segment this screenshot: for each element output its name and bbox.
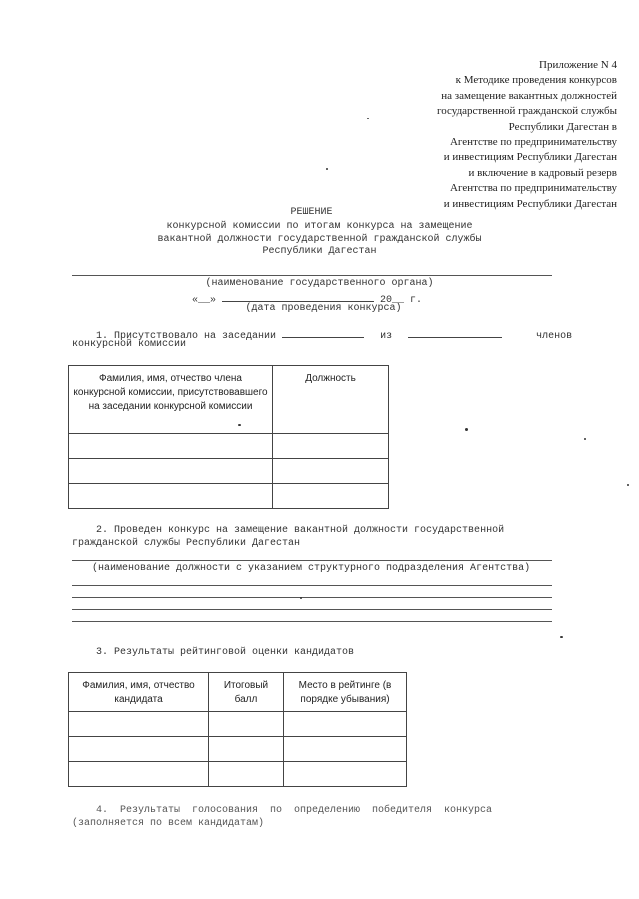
appendix-line: государственной гражданской службы — [437, 105, 617, 118]
document-title: РЕШЕНИЕ — [290, 207, 333, 218]
document-subtitle — [0, 221, 639, 259]
appendix-line: Агентстве по предпринимательству — [449, 136, 617, 149]
table-cell[interactable] — [273, 484, 389, 509]
blank-line — [72, 609, 552, 610]
appendix-note — [317, 58, 617, 212]
appendix-line: и инвестициям Республики Дагестан — [443, 151, 617, 164]
table-cell[interactable] — [284, 737, 407, 762]
date-caption: (дата проведения конкурса) — [245, 303, 402, 314]
subtitle-line: Республики Дагестан — [262, 246, 377, 257]
total-count-blank — [408, 327, 502, 338]
subtitle-line: вакантной должности государственной гражданской службы — [157, 233, 482, 245]
col-total-score: Итоговый балл — [209, 673, 284, 712]
section2-line2: гражданской службы Республики Дагестан — [72, 538, 301, 549]
appendix-line: и инвестициям Республики Дагестан — [443, 197, 617, 210]
col-rating-place: Место в рейтинге (в порядке убывания) — [284, 673, 407, 712]
section2-line1: 2. Проведен конкурс на замещение вакантной должности государственной — [96, 525, 505, 536]
table-cell[interactable] — [284, 712, 407, 737]
appendix-line: Агентства по предпринимательству — [450, 182, 617, 195]
table-cell[interactable] — [209, 712, 284, 737]
table-cell[interactable] — [69, 459, 273, 484]
table-cell[interactable] — [69, 434, 273, 459]
table-cell[interactable] — [209, 737, 284, 762]
col-member-name: Фамилия, имя, отчество члена конкурсной комиссии, присутствовавшего на заседании конкурсной комиссии — [69, 366, 273, 434]
date-day: «__» — [192, 295, 217, 306]
section3-title: 3. Результаты рейтинговой оценки кандидатов — [96, 647, 355, 658]
present-count-blank — [282, 327, 364, 338]
section1-members: членов — [536, 331, 573, 342]
appendix-line: Республики Дагестан в — [508, 120, 617, 133]
date-month-blank — [222, 291, 374, 302]
table-cell[interactable] — [284, 762, 407, 787]
commission-members-table — [68, 365, 389, 509]
organ-caption: (наименование государственного органа) — [205, 278, 434, 289]
appendix-line: на замещение вакантных должностей — [441, 89, 617, 102]
appendix-line: и включение в кадровый резерв — [468, 166, 617, 179]
section1-text: 1. Присутствовало на заседании — [96, 331, 277, 342]
scan-speck — [627, 484, 629, 486]
appendix-line: Приложение N 4 — [539, 59, 617, 71]
table-cell[interactable] — [69, 484, 273, 509]
table-cell[interactable] — [273, 434, 389, 459]
subtitle-line: конкурсной комиссии по итогам конкурса на замещение — [166, 221, 473, 232]
blank-line — [72, 585, 552, 586]
candidates-rating-table — [68, 672, 407, 787]
scan-speck — [584, 438, 586, 440]
col-candidate-name: Фамилия, имя, отчество кандидата — [69, 673, 209, 712]
section4-line2: (заполняется по всем кандидатам) — [72, 818, 265, 829]
table-cell[interactable] — [273, 459, 389, 484]
date-year: 20__ г. — [380, 295, 423, 306]
organ-name-line — [72, 275, 552, 276]
position-caption: (наименование должности с указанием структурного подразделения Агентства) — [92, 563, 531, 574]
col-position: Должность — [273, 366, 389, 434]
table-cell[interactable] — [209, 762, 284, 787]
section1-line2: конкурсной комиссии — [72, 339, 187, 350]
section4-line1: 4. Результаты голосования по определению победителя конкурса — [96, 805, 493, 816]
position-name-line — [72, 560, 552, 561]
scan-speck — [238, 424, 241, 426]
scan-speck — [300, 597, 302, 599]
scan-speck — [560, 636, 563, 638]
table-cell[interactable] — [69, 712, 209, 737]
scan-speck — [465, 428, 468, 431]
table-cell[interactable] — [69, 762, 209, 787]
blank-line — [72, 597, 552, 598]
section1-from: из — [380, 331, 393, 342]
scan-speck — [367, 118, 369, 119]
scan-speck — [326, 168, 328, 170]
blank-line — [72, 621, 552, 622]
appendix-line: к Методике проведения конкурсов — [455, 74, 617, 87]
table-cell[interactable] — [69, 737, 209, 762]
